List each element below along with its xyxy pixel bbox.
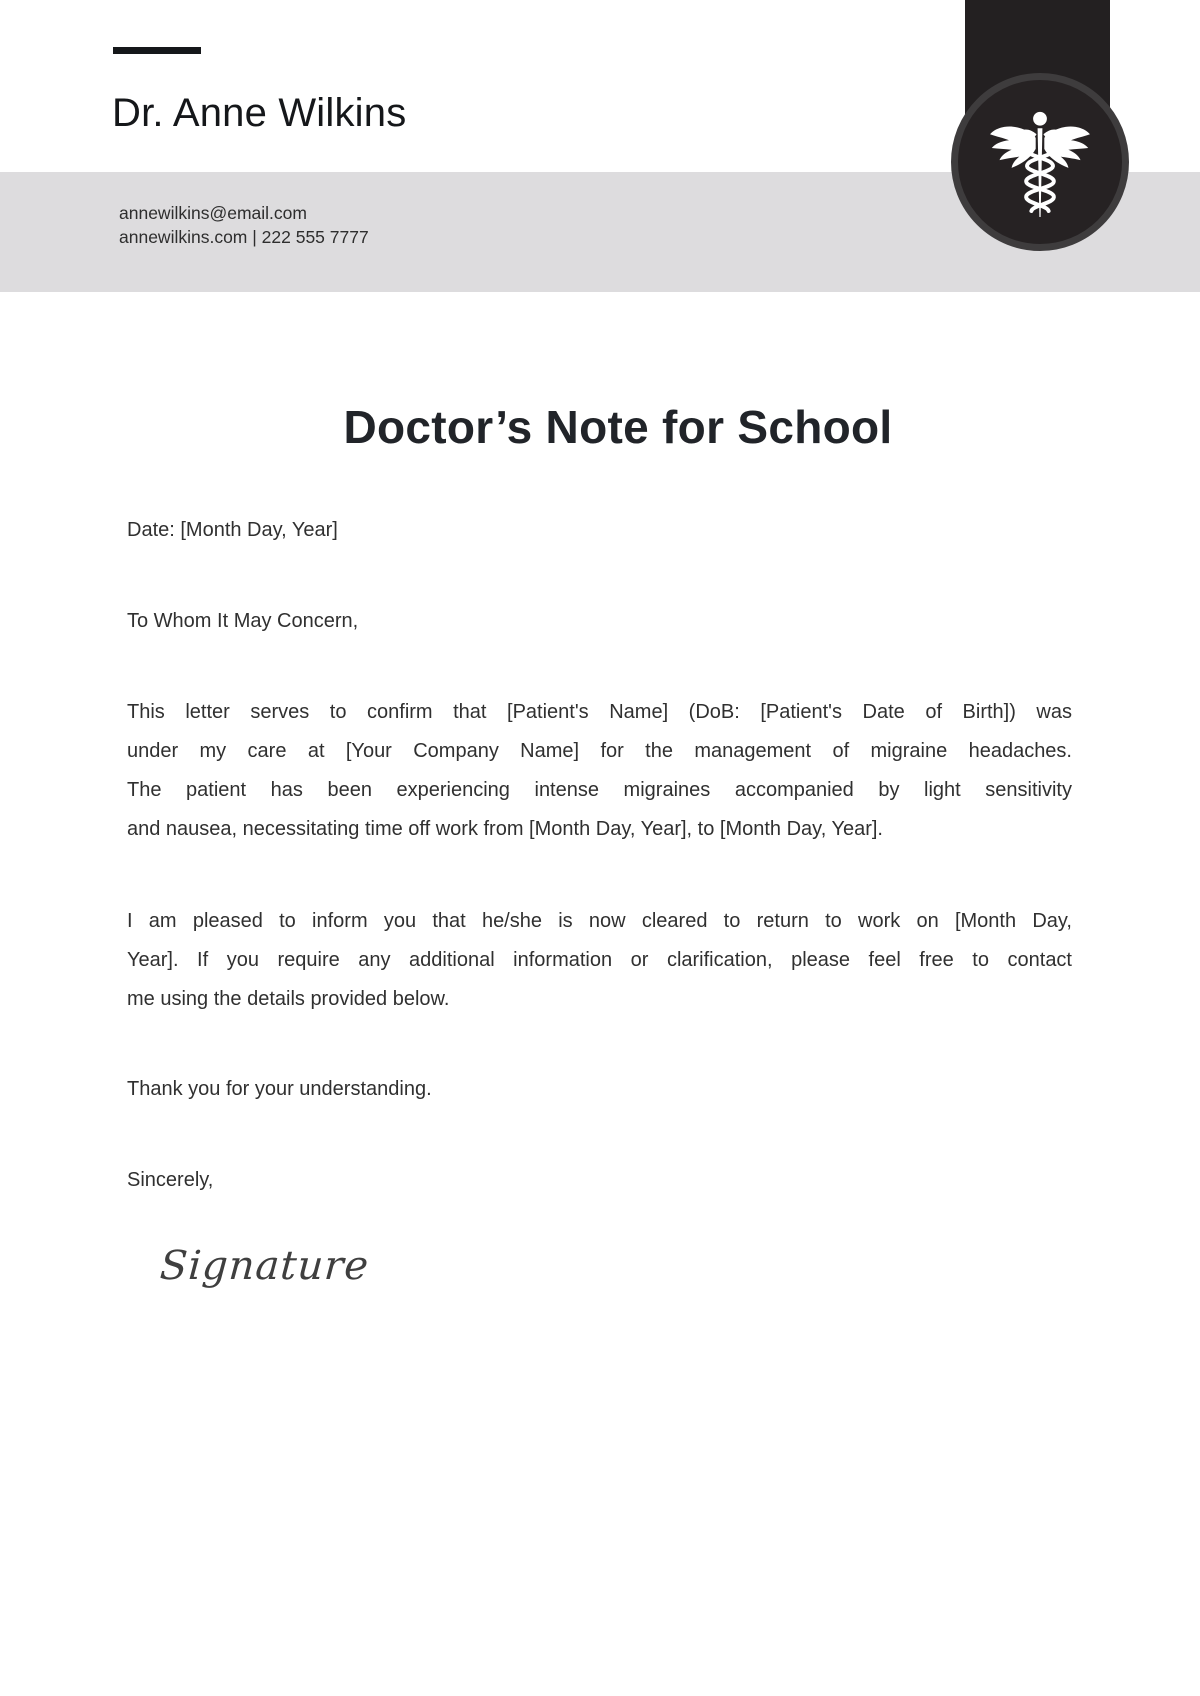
thanks-line: Thank you for your understanding. bbox=[127, 1078, 432, 1100]
paragraph-1-line: and nausea, necessitating time off work from [Month Day, Year], to [Month Day, Year]. bbox=[127, 818, 883, 840]
paragraph-1 bbox=[127, 693, 1072, 849]
accent-dash bbox=[113, 47, 201, 54]
doctor-name: Dr. Anne Wilkins bbox=[112, 91, 407, 135]
caduceus-icon bbox=[988, 101, 1092, 223]
paragraph-2-line: I am pleased to inform you that he/she is now cleared to return to work on [Month Day, bbox=[127, 910, 1072, 932]
salutation: To Whom It May Concern, bbox=[127, 610, 359, 632]
date-line: Date: [Month Day, Year] bbox=[127, 519, 338, 541]
letter-title: Doctor’s Note for School bbox=[343, 401, 893, 453]
contact-info bbox=[119, 201, 369, 249]
closing-line: Sincerely, bbox=[127, 1169, 214, 1191]
paragraph-1-line: This letter serves to confirm that [Patient's Name] (DoB: [Patient's Date of Birth]) was bbox=[127, 701, 1072, 723]
contact-website-phone: annewilkins.com | 222 555 7777 bbox=[119, 227, 369, 247]
signature-script: Signature bbox=[158, 1243, 371, 1289]
paragraph-1-line: The patient has been experiencing intense migraines accompanied by light sensitivity bbox=[127, 779, 1072, 801]
contact-email: annewilkins@email.com bbox=[119, 203, 307, 223]
paragraph-2-line: me using the details provided below. bbox=[127, 988, 450, 1010]
paragraph-2-line: Year]. If you require any additional information or clarification, please feel free to contact bbox=[127, 949, 1072, 971]
paragraph-2 bbox=[127, 902, 1072, 1019]
medical-badge bbox=[951, 73, 1129, 251]
paragraph-1-line: under my care at [Your Company Name] for the management of migraine headaches. bbox=[127, 740, 1072, 762]
